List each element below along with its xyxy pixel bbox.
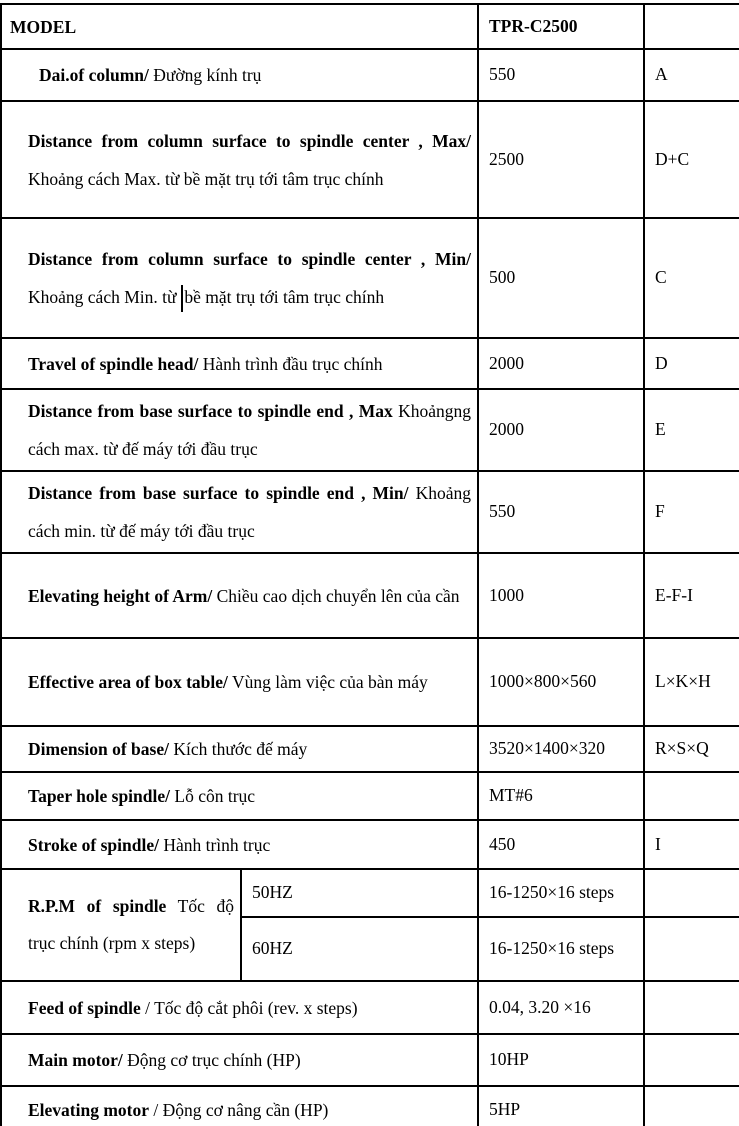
- table-row: [1, 638, 739, 726]
- header-value-cell: [478, 4, 644, 49]
- spec-value-cell: 0.04, 3.20 ×16: [478, 981, 644, 1034]
- spec-code-cell: A: [644, 49, 739, 101]
- spec-value-cell: 2000: [478, 389, 644, 471]
- spec-label-cell: [1, 772, 478, 820]
- spec-code-cell: [644, 869, 739, 917]
- spec-label-en: Dai.of column/: [39, 65, 149, 85]
- spec-value-cell: MT#6: [478, 772, 644, 820]
- spec-label-en: Distance from column surface to spindle center , Min/: [28, 249, 471, 269]
- spec-value-cell: 16-1250×16 steps: [478, 917, 644, 981]
- spec-label-cell: [1, 638, 478, 726]
- header-model-cell: [1, 4, 478, 49]
- rpm-label-cell: [1, 869, 241, 981]
- spec-value-cell: 10HP: [478, 1034, 644, 1086]
- spec-label-vi: Khoảng cách min. từ đế máy tới đầu trục: [28, 483, 471, 541]
- spec-label-en: Distance from base surface to spindle end , Min/: [28, 483, 409, 503]
- spec-label-vi: Lỗ côn trục: [174, 786, 256, 806]
- spec-code-cell: [644, 981, 739, 1034]
- spec-value-cell: 550: [478, 471, 644, 553]
- model-number: TPR-C2500: [489, 15, 578, 36]
- spec-label-en: R.P.M of spindle: [28, 896, 167, 916]
- table-row: [1, 820, 739, 869]
- spec-label-cell: [1, 726, 478, 772]
- spec-label-cell: [1, 49, 478, 101]
- spec-label-vi: Khoảng cách Min. từ: [28, 287, 181, 307]
- table-row-rpm-50hz: [1, 869, 739, 917]
- spec-label-cell: [1, 820, 478, 869]
- spec-label-vi: Hành trình đầu trục chính: [202, 353, 383, 374]
- spec-code-cell: D+C: [644, 101, 739, 218]
- spec-label-en: Elevating motor: [28, 1099, 150, 1120]
- spec-label-cell: [1, 101, 478, 218]
- spec-value-cell: 3520×1400×320: [478, 726, 644, 772]
- spec-value-cell: 1000: [478, 553, 644, 638]
- table-row: [1, 553, 739, 638]
- text-cursor-caret: [181, 285, 184, 312]
- spec-code-cell: E-F-I: [644, 553, 739, 638]
- header-code-cell: [644, 4, 739, 49]
- table-row: [1, 1034, 739, 1086]
- table-row: [1, 471, 739, 553]
- spec-label-en: Distance from column surface to spindle center , Max/: [28, 130, 471, 151]
- table-row: [1, 1086, 739, 1126]
- spec-value-cell: 500: [478, 218, 644, 338]
- table-row: [1, 101, 739, 218]
- spec-value-cell: 2500: [478, 101, 644, 218]
- spec-code-cell: [644, 1034, 739, 1086]
- spec-label-en: Dimension of base/: [28, 739, 169, 759]
- header-model-label: MODEL: [10, 16, 77, 37]
- table-row: [1, 49, 739, 101]
- table-row: [1, 981, 739, 1034]
- spec-label-en: Main motor/: [28, 1050, 123, 1070]
- spec-label-cell: [1, 471, 478, 553]
- spec-value-cell: 16-1250×16 steps: [478, 869, 644, 917]
- spec-label-en: Elevating height of Arm/: [28, 585, 213, 606]
- spec-label-vi: Chiều cao dịch chuyển lên của cần: [216, 585, 460, 606]
- spec-code-cell: [644, 917, 739, 981]
- spec-label-en: Effective area of box table/: [28, 672, 228, 692]
- spec-label-en: Stroke of spindle/: [28, 834, 159, 855]
- spec-label-vi: Khoảngng cách max. từ đế máy tới đầu trục: [28, 401, 472, 459]
- spec-code-cell: E: [644, 389, 739, 471]
- spec-code-cell: [644, 772, 739, 820]
- spec-label-cell: [1, 218, 478, 338]
- spec-value-cell: 5HP: [478, 1086, 644, 1126]
- spec-code-cell: D: [644, 338, 739, 389]
- spec-label-vi: Vùng làm việc của bàn máy: [231, 672, 428, 692]
- spec-label-en: Taper hole spindle/: [28, 786, 170, 806]
- table-row: [1, 772, 739, 820]
- table-row: [1, 338, 739, 389]
- spec-value-cell: 550: [478, 49, 644, 101]
- spec-label-vi: Kích thước đế máy: [173, 739, 308, 759]
- table-header-row: [1, 4, 739, 49]
- specification-table: [0, 3, 739, 1126]
- spec-label-vi: Hành trình trục: [163, 834, 271, 855]
- spec-label-en: Travel of spindle head/: [28, 353, 199, 374]
- spec-code-cell: I: [644, 820, 739, 869]
- table-row: [1, 726, 739, 772]
- spec-label-vi: Động cơ trục chính (HP): [127, 1050, 301, 1070]
- spec-label-cell: [1, 389, 478, 471]
- spec-code-cell: L×K×H: [644, 638, 739, 726]
- spec-code-cell: R×S×Q: [644, 726, 739, 772]
- spec-code-cell: F: [644, 471, 739, 553]
- spec-label-cell: [1, 553, 478, 638]
- spec-label-cell: [1, 338, 478, 389]
- spec-label-vi-after-caret: bề mặt trụ tới tâm trục chính: [184, 287, 385, 307]
- table-row: [1, 218, 739, 338]
- table-row: [1, 389, 739, 471]
- rpm-frequency-cell: 50HZ: [241, 869, 478, 917]
- spec-label-vi: Khoảng cách Max. từ bề mặt trụ tới tâm trục chính: [28, 168, 384, 189]
- spec-label-vi: / Động cơ nâng cần (HP): [153, 1099, 329, 1120]
- spec-label-vi: Tốc độ trục chính (rpm x steps): [28, 896, 234, 953]
- spec-label-cell: [1, 1086, 478, 1126]
- spec-value-cell: 450: [478, 820, 644, 869]
- spec-value-cell: 1000×800×560: [478, 638, 644, 726]
- spec-label-en: Feed of spindle: [28, 997, 141, 1018]
- spec-value-cell: 2000: [478, 338, 644, 389]
- spec-code-cell: C: [644, 218, 739, 338]
- spec-label-en: Distance from base surface to spindle end , Max: [28, 401, 393, 421]
- spec-label-vi: Đường kính trụ: [153, 65, 262, 85]
- spec-label-vi: / Tốc độ cắt phôi (rev. x steps): [145, 997, 358, 1018]
- spec-code-cell: [644, 1086, 739, 1126]
- rpm-frequency-cell: 60HZ: [241, 917, 478, 981]
- spec-label-cell: [1, 1034, 478, 1086]
- spec-label-cell: [1, 981, 478, 1034]
